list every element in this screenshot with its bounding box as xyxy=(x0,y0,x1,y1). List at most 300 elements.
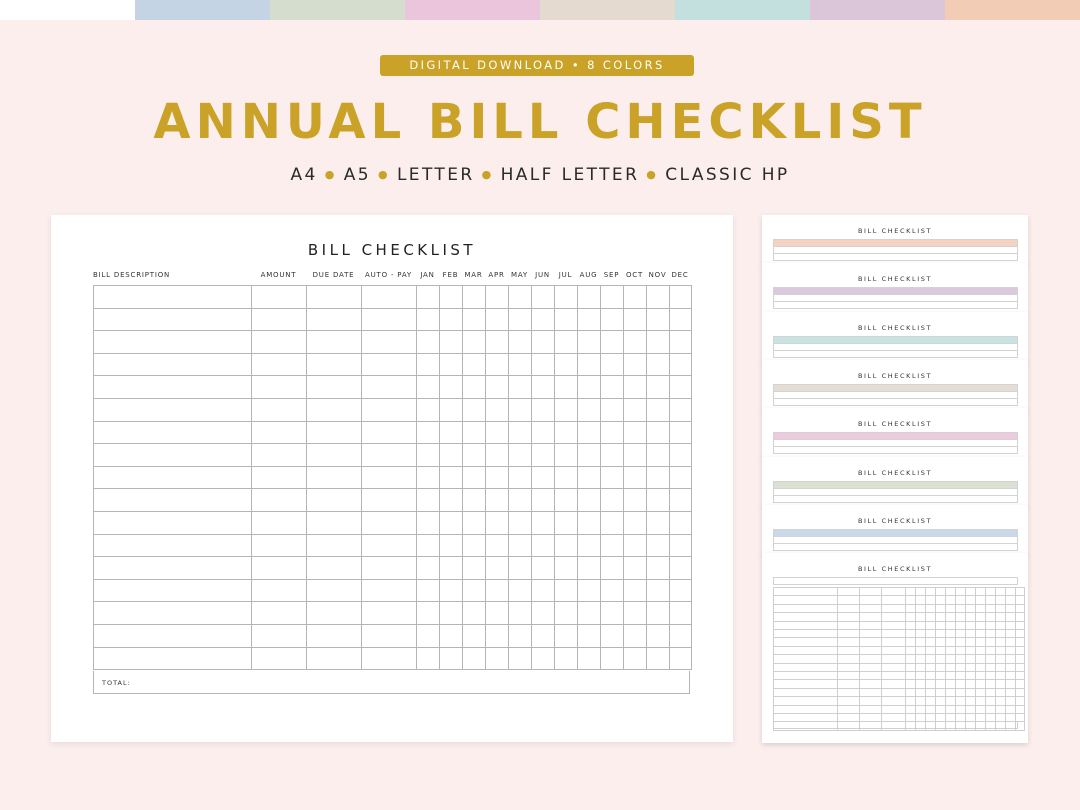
table-cell xyxy=(307,353,362,376)
mini-table-cell xyxy=(966,672,976,680)
table-cell xyxy=(94,308,252,331)
table-cell xyxy=(624,647,647,670)
table-cell xyxy=(578,376,601,399)
mini-row xyxy=(773,544,1018,551)
mini-table-cell xyxy=(946,613,956,621)
table-cell xyxy=(417,421,440,444)
mini-table-cell xyxy=(860,630,882,638)
mini-table-cell xyxy=(956,638,966,646)
mini-table-cell xyxy=(936,596,946,604)
mini-table-cell xyxy=(956,697,966,705)
table-cell xyxy=(362,557,417,580)
table-cell xyxy=(463,398,486,421)
table-cell xyxy=(307,489,362,512)
table-cell xyxy=(532,647,555,670)
table-cell xyxy=(94,353,252,376)
mini-table-cell xyxy=(956,672,966,680)
table-cell xyxy=(417,511,440,534)
table-cell xyxy=(670,602,692,625)
table-cell xyxy=(307,466,362,489)
mini-table-cell xyxy=(774,705,838,713)
mini-table-row xyxy=(774,596,1025,604)
mini-table-cell xyxy=(966,646,976,654)
table-cell xyxy=(252,557,307,580)
table-cell xyxy=(307,534,362,557)
mini-grid xyxy=(773,587,1025,731)
table-cell xyxy=(578,557,601,580)
format-badge: DIGITAL DOWNLOAD • 8 COLORS xyxy=(380,55,694,76)
table-cell xyxy=(601,557,624,580)
table-cell xyxy=(578,421,601,444)
mini-table-cell xyxy=(936,663,946,671)
mini-table-cell xyxy=(966,655,976,663)
table-cell xyxy=(252,331,307,354)
mini-row xyxy=(773,344,1018,351)
table-cell xyxy=(509,421,532,444)
mini-table-cell xyxy=(1006,646,1016,654)
table-cell xyxy=(555,602,578,625)
mini-table-cell xyxy=(996,688,1006,696)
mini-table-cell xyxy=(996,663,1006,671)
table-cell xyxy=(94,511,252,534)
mini-table-cell xyxy=(966,621,976,629)
table-cell xyxy=(362,511,417,534)
mini-table-cell xyxy=(926,680,936,688)
table-cell xyxy=(463,376,486,399)
mini-table-cell xyxy=(926,604,936,612)
table-row xyxy=(94,398,692,421)
mini-table-cell xyxy=(936,621,946,629)
mini-table-cell xyxy=(906,638,916,646)
mini-table-cell xyxy=(838,680,860,688)
column-header: JUN xyxy=(535,271,550,279)
column-header: SEP xyxy=(603,271,620,279)
table-cell xyxy=(307,579,362,602)
table-cell xyxy=(440,421,463,444)
column-header: OCT xyxy=(625,271,644,279)
mini-row xyxy=(773,295,1018,302)
mini-table-cell xyxy=(966,638,976,646)
table-cell xyxy=(440,286,463,309)
table-cell xyxy=(440,353,463,376)
mini-header-band xyxy=(773,577,1018,585)
mini-table-cell xyxy=(976,680,986,688)
size-option: CLASSIC HP xyxy=(665,165,790,185)
mini-table-cell xyxy=(986,621,996,629)
mini-sheet-title: BILL CHECKLIST xyxy=(857,323,933,332)
table-cell xyxy=(94,557,252,580)
mini-row xyxy=(773,392,1018,399)
table-cell xyxy=(486,466,509,489)
size-option: LETTER xyxy=(396,165,475,185)
table-cell xyxy=(486,489,509,512)
mini-sheet-title: BILL CHECKLIST xyxy=(857,420,933,429)
mini-table-cell xyxy=(906,646,916,654)
mini-table-cell xyxy=(946,680,956,688)
mini-table-cell xyxy=(986,705,996,713)
mini-table-cell xyxy=(1016,621,1025,629)
mini-table-cell xyxy=(1016,596,1025,604)
mini-table-cell xyxy=(882,630,906,638)
table-cell xyxy=(417,534,440,557)
table-cell xyxy=(670,353,692,376)
mini-table-cell xyxy=(996,588,1006,596)
table-cell xyxy=(509,466,532,489)
mini-table-cell xyxy=(976,613,986,621)
table-cell xyxy=(94,398,252,421)
table-cell xyxy=(509,489,532,512)
table-cell xyxy=(601,444,624,467)
table-cell xyxy=(624,444,647,467)
mini-table-cell xyxy=(936,613,946,621)
mini-table-cell xyxy=(774,604,838,612)
table-cell xyxy=(486,444,509,467)
mini-table-cell xyxy=(916,672,926,680)
separator-dot-icon: ● xyxy=(377,168,390,181)
mini-table-cell xyxy=(926,630,936,638)
table-cell xyxy=(252,624,307,647)
mini-table-cell xyxy=(838,604,860,612)
table-cell xyxy=(670,557,692,580)
mini-table-cell xyxy=(916,663,926,671)
mini-row xyxy=(773,489,1018,496)
table-cell xyxy=(463,286,486,309)
table-cell xyxy=(362,534,417,557)
mini-table-cell xyxy=(838,705,860,713)
column-header: BILL DESCRIPTION xyxy=(93,271,171,279)
table-cell xyxy=(670,444,692,467)
table-cell xyxy=(555,444,578,467)
column-header: JAN xyxy=(420,271,435,279)
mini-table-cell xyxy=(838,630,860,638)
table-cell xyxy=(578,398,601,421)
table-cell xyxy=(624,579,647,602)
table-row xyxy=(94,534,692,557)
mini-table-cell xyxy=(860,646,882,654)
table-cell xyxy=(601,489,624,512)
mini-table-cell xyxy=(906,588,916,596)
table-cell xyxy=(532,376,555,399)
table-cell xyxy=(624,466,647,489)
mini-table-cell xyxy=(936,604,946,612)
table-cell xyxy=(532,308,555,331)
mini-table-cell xyxy=(860,655,882,663)
color-swatch xyxy=(945,0,1080,20)
mini-table-cell xyxy=(956,596,966,604)
table-cell xyxy=(509,376,532,399)
table-cell xyxy=(578,624,601,647)
table-cell xyxy=(362,624,417,647)
column-header: DUE DATE xyxy=(312,271,355,279)
mini-table-cell xyxy=(774,630,838,638)
table-cell xyxy=(362,421,417,444)
mini-table-cell xyxy=(882,705,906,713)
table-cell xyxy=(578,353,601,376)
table-cell xyxy=(486,557,509,580)
table-cell xyxy=(307,421,362,444)
table-cell xyxy=(94,489,252,512)
table-cell xyxy=(417,398,440,421)
table-cell xyxy=(509,331,532,354)
mini-table-cell xyxy=(936,655,946,663)
table-cell xyxy=(417,489,440,512)
mini-table-cell xyxy=(838,638,860,646)
table-cell xyxy=(509,534,532,557)
mini-table-row xyxy=(774,621,1025,629)
mini-table-cell xyxy=(946,588,956,596)
table-cell xyxy=(463,308,486,331)
page-title: ANNUAL BILL CHECKLIST xyxy=(153,94,927,150)
table-cell xyxy=(578,466,601,489)
mini-table-row xyxy=(774,672,1025,680)
column-header: AMOUNT xyxy=(260,271,297,279)
mini-table-cell xyxy=(1006,638,1016,646)
table-cell xyxy=(555,286,578,309)
mini-table-cell xyxy=(996,697,1006,705)
mini-header-band xyxy=(773,239,1018,247)
mini-sheet-title: BILL CHECKLIST xyxy=(857,275,933,284)
mini-table-cell xyxy=(966,705,976,713)
table-cell xyxy=(252,647,307,670)
mini-table-cell xyxy=(860,672,882,680)
table-cell xyxy=(555,579,578,602)
mini-sheet-title: BILL CHECKLIST xyxy=(857,227,933,235)
mini-table-cell xyxy=(956,688,966,696)
table-cell xyxy=(624,376,647,399)
table-cell xyxy=(509,579,532,602)
table-cell xyxy=(362,466,417,489)
mini-table-cell xyxy=(966,688,976,696)
table-cell xyxy=(440,489,463,512)
table-cell xyxy=(440,624,463,647)
mini-table-cell xyxy=(774,596,838,604)
mini-table-cell xyxy=(1016,705,1025,713)
mini-table-cell xyxy=(946,596,956,604)
table-cell xyxy=(670,286,692,309)
mini-table-cell xyxy=(882,588,906,596)
mini-table-cell xyxy=(986,604,996,612)
mini-table-cell xyxy=(1016,688,1025,696)
mini-row xyxy=(773,247,1018,254)
table-cell xyxy=(307,624,362,647)
table-cell xyxy=(647,398,670,421)
mini-sheet-title: BILL CHECKLIST xyxy=(857,371,933,380)
table-cell xyxy=(578,534,601,557)
table-cell xyxy=(362,489,417,512)
mini-total-row xyxy=(773,721,1018,729)
mini-table-cell xyxy=(976,663,986,671)
mini-table-cell xyxy=(976,630,986,638)
mini-table-cell xyxy=(916,646,926,654)
mini-table-cell xyxy=(986,663,996,671)
mini-table-cell xyxy=(838,697,860,705)
mini-table-cell xyxy=(774,638,838,646)
table-cell xyxy=(486,511,509,534)
table-cell xyxy=(670,421,692,444)
table-cell xyxy=(509,557,532,580)
table-cell xyxy=(647,466,670,489)
table-cell xyxy=(555,466,578,489)
mini-table-cell xyxy=(966,588,976,596)
mini-table-cell xyxy=(926,663,936,671)
table-row xyxy=(94,421,692,444)
mini-table-cell xyxy=(906,705,916,713)
mini-table-cell xyxy=(976,588,986,596)
table-cell xyxy=(601,579,624,602)
table-cell xyxy=(94,534,252,557)
table-cell xyxy=(532,444,555,467)
mini-table-cell xyxy=(946,697,956,705)
table-cell xyxy=(417,331,440,354)
table-cell xyxy=(555,331,578,354)
table-cell xyxy=(463,444,486,467)
mini-table-cell xyxy=(774,672,838,680)
mini-table-cell xyxy=(882,621,906,629)
table-cell xyxy=(578,602,601,625)
color-swatch xyxy=(135,0,270,20)
mini-row xyxy=(773,447,1018,454)
mini-table-cell xyxy=(916,621,926,629)
mini-table-cell xyxy=(906,596,916,604)
mini-table-cell xyxy=(986,638,996,646)
mini-table-cell xyxy=(882,688,906,696)
table-cell xyxy=(555,624,578,647)
table-row xyxy=(94,466,692,489)
mini-table-cell xyxy=(956,680,966,688)
mini-table-cell xyxy=(996,630,1006,638)
table-cell xyxy=(94,376,252,399)
mini-table-cell xyxy=(1006,655,1016,663)
mini-table-cell xyxy=(1016,655,1025,663)
mini-table-cell xyxy=(936,680,946,688)
table-cell xyxy=(647,444,670,467)
mini-table-cell xyxy=(882,697,906,705)
table-cell xyxy=(362,398,417,421)
table-cell xyxy=(532,579,555,602)
table-cell xyxy=(362,579,417,602)
mini-table-cell xyxy=(1006,705,1016,713)
mini-table-cell xyxy=(926,638,936,646)
mini-sheet-title: BILL CHECKLIST xyxy=(857,468,933,477)
mini-table-cell xyxy=(1016,697,1025,705)
mini-table-row xyxy=(774,655,1025,663)
table-cell xyxy=(440,398,463,421)
table-cell xyxy=(601,353,624,376)
mini-table-cell xyxy=(906,697,916,705)
mini-checklist-sheet xyxy=(762,263,1028,313)
mini-table-cell xyxy=(860,604,882,612)
color-swatch xyxy=(810,0,945,20)
table-cell xyxy=(362,376,417,399)
table-cell xyxy=(509,624,532,647)
table-cell xyxy=(624,331,647,354)
column-header: DEC xyxy=(671,271,689,279)
mini-table-cell xyxy=(926,672,936,680)
table-cell xyxy=(647,534,670,557)
table-cell xyxy=(252,398,307,421)
mini-table-cell xyxy=(774,688,838,696)
mini-table-cell xyxy=(946,621,956,629)
table-cell xyxy=(601,534,624,557)
table-cell xyxy=(362,444,417,467)
table-cell xyxy=(532,624,555,647)
mini-table-cell xyxy=(976,596,986,604)
table-cell xyxy=(624,489,647,512)
table-cell xyxy=(601,511,624,534)
mini-table-cell xyxy=(906,613,916,621)
table-cell xyxy=(252,308,307,331)
mini-table-row xyxy=(774,588,1025,596)
table-cell xyxy=(417,602,440,625)
table-cell xyxy=(94,421,252,444)
table-cell xyxy=(647,286,670,309)
table-cell xyxy=(252,602,307,625)
table-cell xyxy=(555,534,578,557)
table-cell xyxy=(362,286,417,309)
mini-table-row xyxy=(774,630,1025,638)
table-cell xyxy=(509,353,532,376)
mini-table-cell xyxy=(926,588,936,596)
table-row xyxy=(94,511,692,534)
checklist-grid xyxy=(93,285,692,670)
table-cell xyxy=(307,308,362,331)
column-header: AUG xyxy=(579,271,598,279)
main-checklist-sheet xyxy=(51,215,733,742)
mini-table-cell xyxy=(946,705,956,713)
table-cell xyxy=(252,489,307,512)
size-list xyxy=(0,165,1080,185)
mini-table-cell xyxy=(956,663,966,671)
table-cell xyxy=(601,398,624,421)
mini-table-row xyxy=(774,663,1025,671)
mini-checklist-sheet xyxy=(762,553,1028,743)
mini-checklist-sheet xyxy=(762,505,1028,555)
mini-checklist-sheet xyxy=(762,457,1028,507)
mini-table-cell xyxy=(966,697,976,705)
table-cell xyxy=(463,421,486,444)
mini-table-cell xyxy=(906,621,916,629)
mini-header-band xyxy=(773,529,1018,537)
mini-table-cell xyxy=(882,663,906,671)
column-header: MAR xyxy=(464,271,483,279)
table-cell xyxy=(647,331,670,354)
mini-row xyxy=(773,440,1018,447)
mini-table-cell xyxy=(996,613,1006,621)
mini-table-cell xyxy=(916,680,926,688)
mini-table-cell xyxy=(838,672,860,680)
mini-table-cell xyxy=(1016,630,1025,638)
mini-table-cell xyxy=(1016,613,1025,621)
mini-table-cell xyxy=(946,688,956,696)
mini-table-cell xyxy=(996,680,1006,688)
mini-table-cell xyxy=(946,646,956,654)
table-cell xyxy=(624,421,647,444)
color-swatch-strip xyxy=(0,0,1080,20)
table-cell xyxy=(440,647,463,670)
size-option: A5 xyxy=(343,165,371,185)
table-cell xyxy=(307,376,362,399)
mini-table-cell xyxy=(926,646,936,654)
mini-table-cell xyxy=(838,663,860,671)
table-cell xyxy=(670,624,692,647)
table-cell xyxy=(307,647,362,670)
table-cell xyxy=(252,421,307,444)
table-cell xyxy=(486,331,509,354)
table-cell xyxy=(252,579,307,602)
table-cell xyxy=(94,444,252,467)
mini-table-cell xyxy=(996,621,1006,629)
mini-table-cell xyxy=(976,705,986,713)
